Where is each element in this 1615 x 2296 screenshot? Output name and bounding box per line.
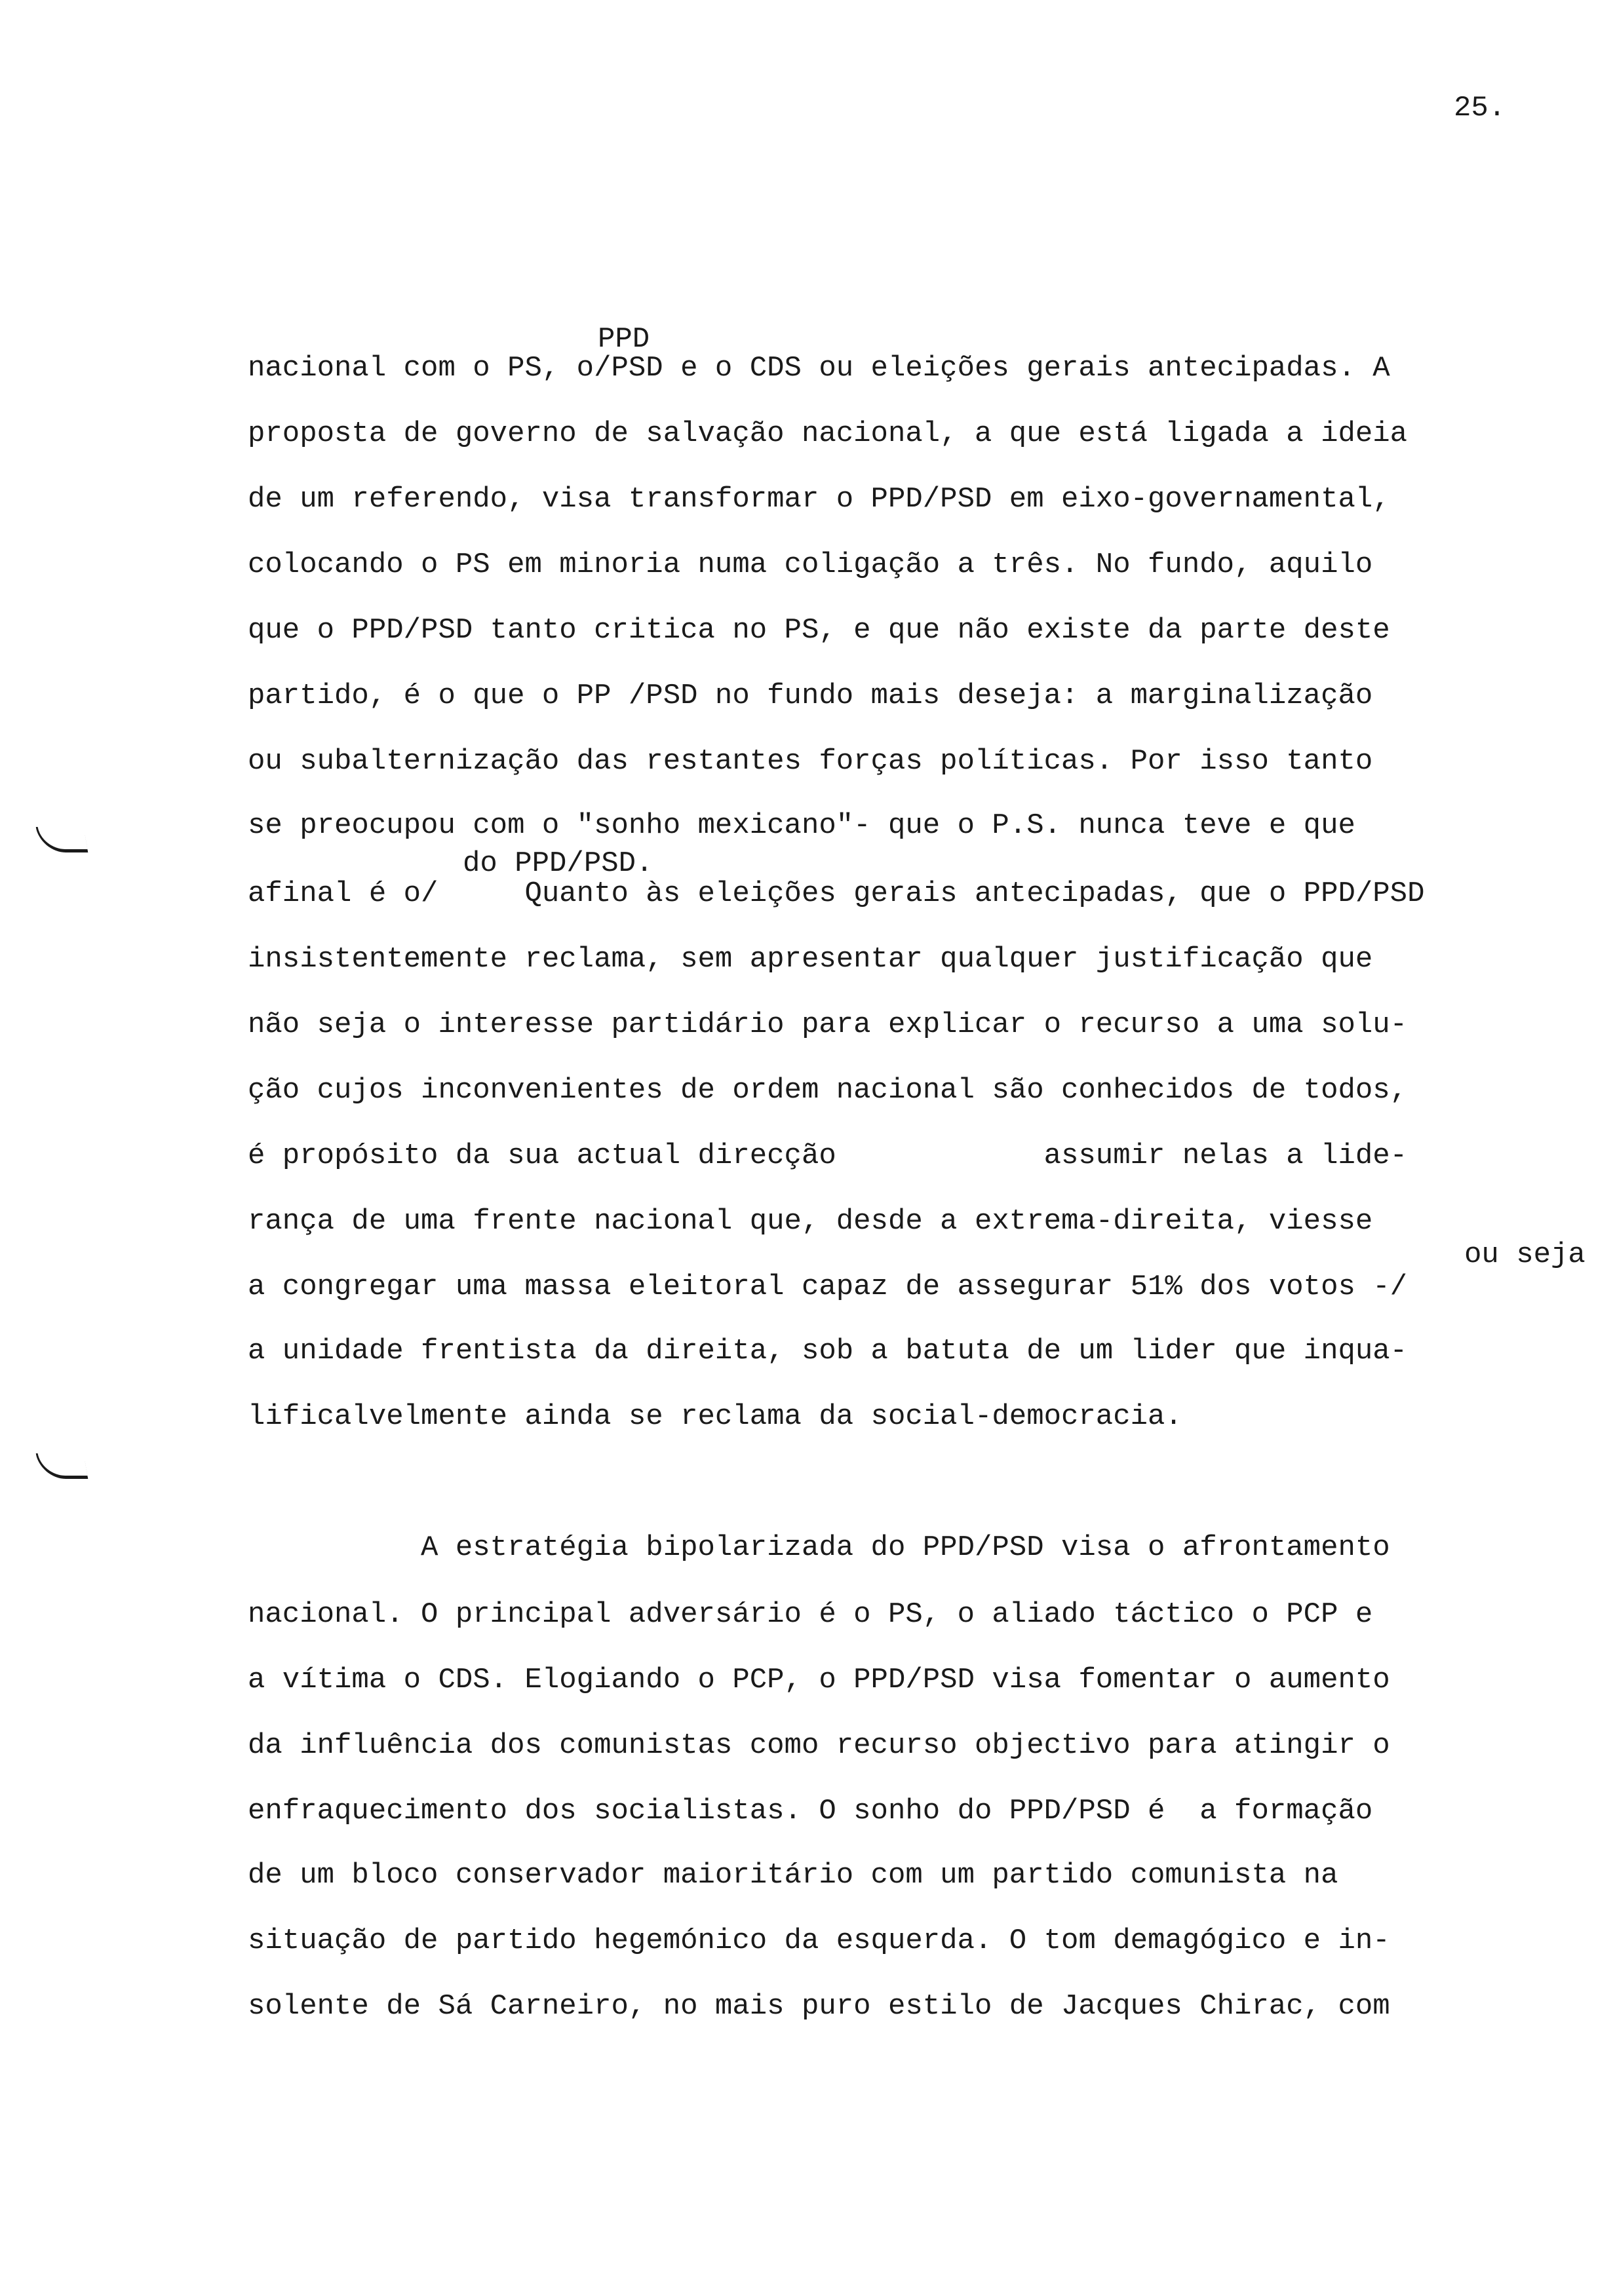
page-number: 25.	[1454, 92, 1506, 124]
insert-ppd: PPD	[598, 323, 650, 356]
text-line: de um referendo, visa transformar o PPD/PSD em eixo-governamental,	[248, 483, 1390, 516]
text-line: insistentemente reclama, sem apresentar qualquer justificação que	[248, 943, 1373, 976]
text-line: que o PPD/PSD tanto critica no PS, e que não existe da parte deste	[248, 614, 1390, 647]
text-line: a unidade frentista da direita, sob a batuta de um lider que inqua-	[248, 1335, 1408, 1368]
text-line: rança de uma frente nacional que, desde a extrema-direita, viesse	[248, 1205, 1373, 1238]
insert-ou-seja: ou seja	[1464, 1238, 1586, 1271]
margin-mark-2	[36, 1453, 88, 1479]
text-line: proposta de governo de salvação nacional, a que está ligada a ideia	[248, 417, 1408, 450]
text-line: ou subalternização das restantes forças políticas. Por isso tanto	[248, 745, 1373, 778]
text-line: de um bloco conservador maioritário com um partido comunista na	[248, 1859, 1338, 1892]
text-line: afinal é o/ Quanto às eleições gerais antecipadas, que o PPD/PSD	[248, 877, 1425, 910]
text-line: A estratégia bipolarizada do PPD/PSD visa o afrontamento	[248, 1531, 1390, 1564]
text-line: nacional. O principal adversário é o PS, o aliado táctico o PCP e	[248, 1598, 1373, 1631]
margin-mark-1	[36, 827, 88, 852]
text-line: enfraquecimento dos socialistas. O sonho do PPD/PSD é a formação	[248, 1795, 1373, 1827]
text-line: a vítima o CDS. Elogiando o PCP, o PPD/PSD visa fomentar o aumento	[248, 1664, 1390, 1696]
text-line: lificalvelmente ainda se reclama da social-democracia.	[248, 1400, 1182, 1433]
text-line: da influência dos comunistas como recurso objectivo para atingir o	[248, 1729, 1390, 1762]
text-line: ção cujos inconvenientes de ordem nacional são conhecidos de todos,	[248, 1074, 1408, 1107]
text-line: é propósito da sua actual direcção assumir nelas a lide-	[248, 1139, 1408, 1172]
text-line: nacional com o PS, o/PSD e o CDS ou eleições gerais antecipadas. A	[248, 352, 1390, 385]
text-line: a congregar uma massa eleitoral capaz de assegurar 51% dos votos -/	[248, 1271, 1408, 1303]
text-line: partido, é o que o PP /PSD no fundo mais deseja: a marginalização	[248, 679, 1373, 712]
text-line: colocando o PS em minoria numa coligação a três. No fundo, aquilo	[248, 548, 1373, 581]
text-line: situação de partido hegemónico da esquerda. O tom demagógico e in-	[248, 1924, 1390, 1957]
text-line: se preocupou com o "sonho mexicano"- que o P.S. nunca teve e que	[248, 809, 1355, 842]
text-line: não seja o interesse partidário para explicar o recurso a uma solu-	[248, 1008, 1408, 1041]
insert-do-ppd-psd: do PPD/PSD.	[463, 847, 653, 880]
text-line: solente de Sá Carneiro, no mais puro estilo de Jacques Chirac, com	[248, 1990, 1390, 2023]
